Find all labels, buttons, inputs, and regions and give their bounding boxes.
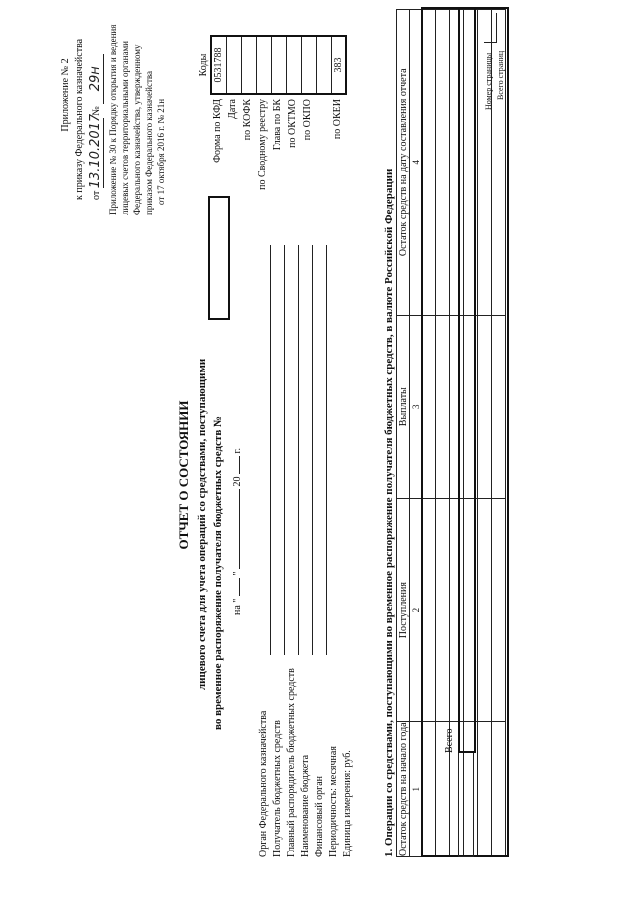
code-label: по ОКПО — [302, 99, 313, 141]
code-value-cell[interactable]: 383 — [331, 36, 346, 94]
date-day-blank[interactable] — [239, 578, 240, 596]
field-label: Единица измерения: руб. — [342, 750, 353, 857]
field-underline[interactable] — [284, 245, 285, 655]
col-header-2: Поступления — [397, 498, 410, 722]
report-subtitle-1: лицевого счета для учета операций со средствами, поступающими — [196, 358, 208, 690]
report-subtitle-2: во временное распоряжение получателя бюджетных средств № — [212, 415, 224, 730]
handwritten-date: 13.10.2017 — [88, 113, 103, 189]
pages-total-label: Всего страниц — [496, 50, 505, 100]
code-label: по ОКЕИ — [332, 99, 343, 140]
field-label: Финансовый орган — [314, 775, 325, 857]
report-date-line — [232, 448, 243, 615]
field-label: Периодичность: месячная — [328, 746, 339, 857]
section1-title: 1. Операции со средствами, поступающими во временное распоряжение получателя бюджетных средств, в валюте Российской Федерации — [383, 168, 395, 857]
procedure-line-3: Федерального казначейства, утвержденному — [132, 44, 142, 215]
field-underline[interactable] — [298, 245, 299, 655]
code-value-cell[interactable] — [241, 36, 256, 94]
procedure-line-5: от 17 октября 2016 г. № 21н — [156, 98, 166, 205]
report-title: ОТЧЕТ О СОСТОЯНИИ — [176, 400, 191, 550]
date-month-blank[interactable] — [239, 489, 240, 569]
col-header-3: Выплаты — [397, 315, 410, 498]
col-number-3: 3 — [410, 315, 422, 498]
handwritten-number: 29н — [88, 54, 104, 104]
code-label: по ОКТМО — [287, 99, 298, 148]
code-label: по Сводному реестру — [257, 99, 268, 190]
page-number-box[interactable] — [484, 41, 496, 43]
procedure-line-1: Приложение № 30 к Порядку открытия и ведения — [108, 24, 118, 215]
appendix-label: Приложение № 2 — [60, 58, 71, 132]
code-label: Дата — [227, 99, 238, 119]
col-header-4: Остаток средств на дату составления отчета — [397, 10, 410, 316]
field-label: Главный распорядитель бюджетных средств — [286, 668, 297, 857]
procedure-line-4: приказом Федерального казначейства — [144, 70, 154, 215]
codes-header: Коды — [198, 53, 209, 77]
code-value-cell[interactable] — [226, 36, 241, 94]
codes-table — [210, 35, 347, 95]
code-value-cell[interactable] — [271, 36, 286, 94]
date-prefix: на " — [232, 598, 243, 615]
col-header-1: Остаток средств на начало года — [397, 722, 409, 856]
col-number-1: 1 — [410, 722, 422, 857]
field-label: Орган Федерального казначейства — [258, 710, 269, 857]
order-number-prefix: № — [91, 106, 102, 116]
code-label: по КОФК — [242, 99, 253, 141]
date-suffix: г. — [232, 448, 243, 454]
field-underline[interactable] — [270, 245, 271, 655]
code-value-cell[interactable] — [286, 36, 301, 94]
code-label: Глава по БК — [272, 99, 283, 151]
code-value-cell[interactable]: 0531788 — [211, 36, 226, 94]
pages-total-box[interactable] — [496, 13, 497, 43]
code-value-cell[interactable] — [316, 36, 331, 94]
col-number-2: 2 — [410, 498, 422, 722]
account-number-box[interactable] — [208, 196, 230, 320]
order-date-line — [88, 54, 104, 200]
date-year-prefix: 20 — [232, 476, 243, 487]
code-value-cell[interactable] — [301, 36, 316, 94]
field-underline[interactable] — [312, 245, 313, 655]
total-label: Всего — [444, 728, 455, 753]
order-from-prefix: от — [91, 190, 102, 200]
field-label: Получатель бюджетных средств — [272, 720, 283, 857]
procedure-line-2: лицевых счетов территориальными органами — [120, 41, 130, 215]
col-number-4: 4 — [410, 10, 422, 316]
total-blank-cell — [458, 751, 474, 857]
field-underline[interactable] — [326, 245, 327, 655]
page-number-label: Номер страницы — [484, 52, 493, 110]
total-row[interactable] — [458, 7, 476, 753]
date-quote: " — [232, 571, 243, 576]
date-year-blank[interactable] — [239, 456, 240, 474]
code-value-cell[interactable] — [256, 36, 271, 94]
code-label: Форма по КФД — [212, 99, 223, 163]
order-label: к приказу Федерального казначейства — [74, 38, 85, 200]
field-label: Наименование бюджета — [300, 754, 311, 857]
